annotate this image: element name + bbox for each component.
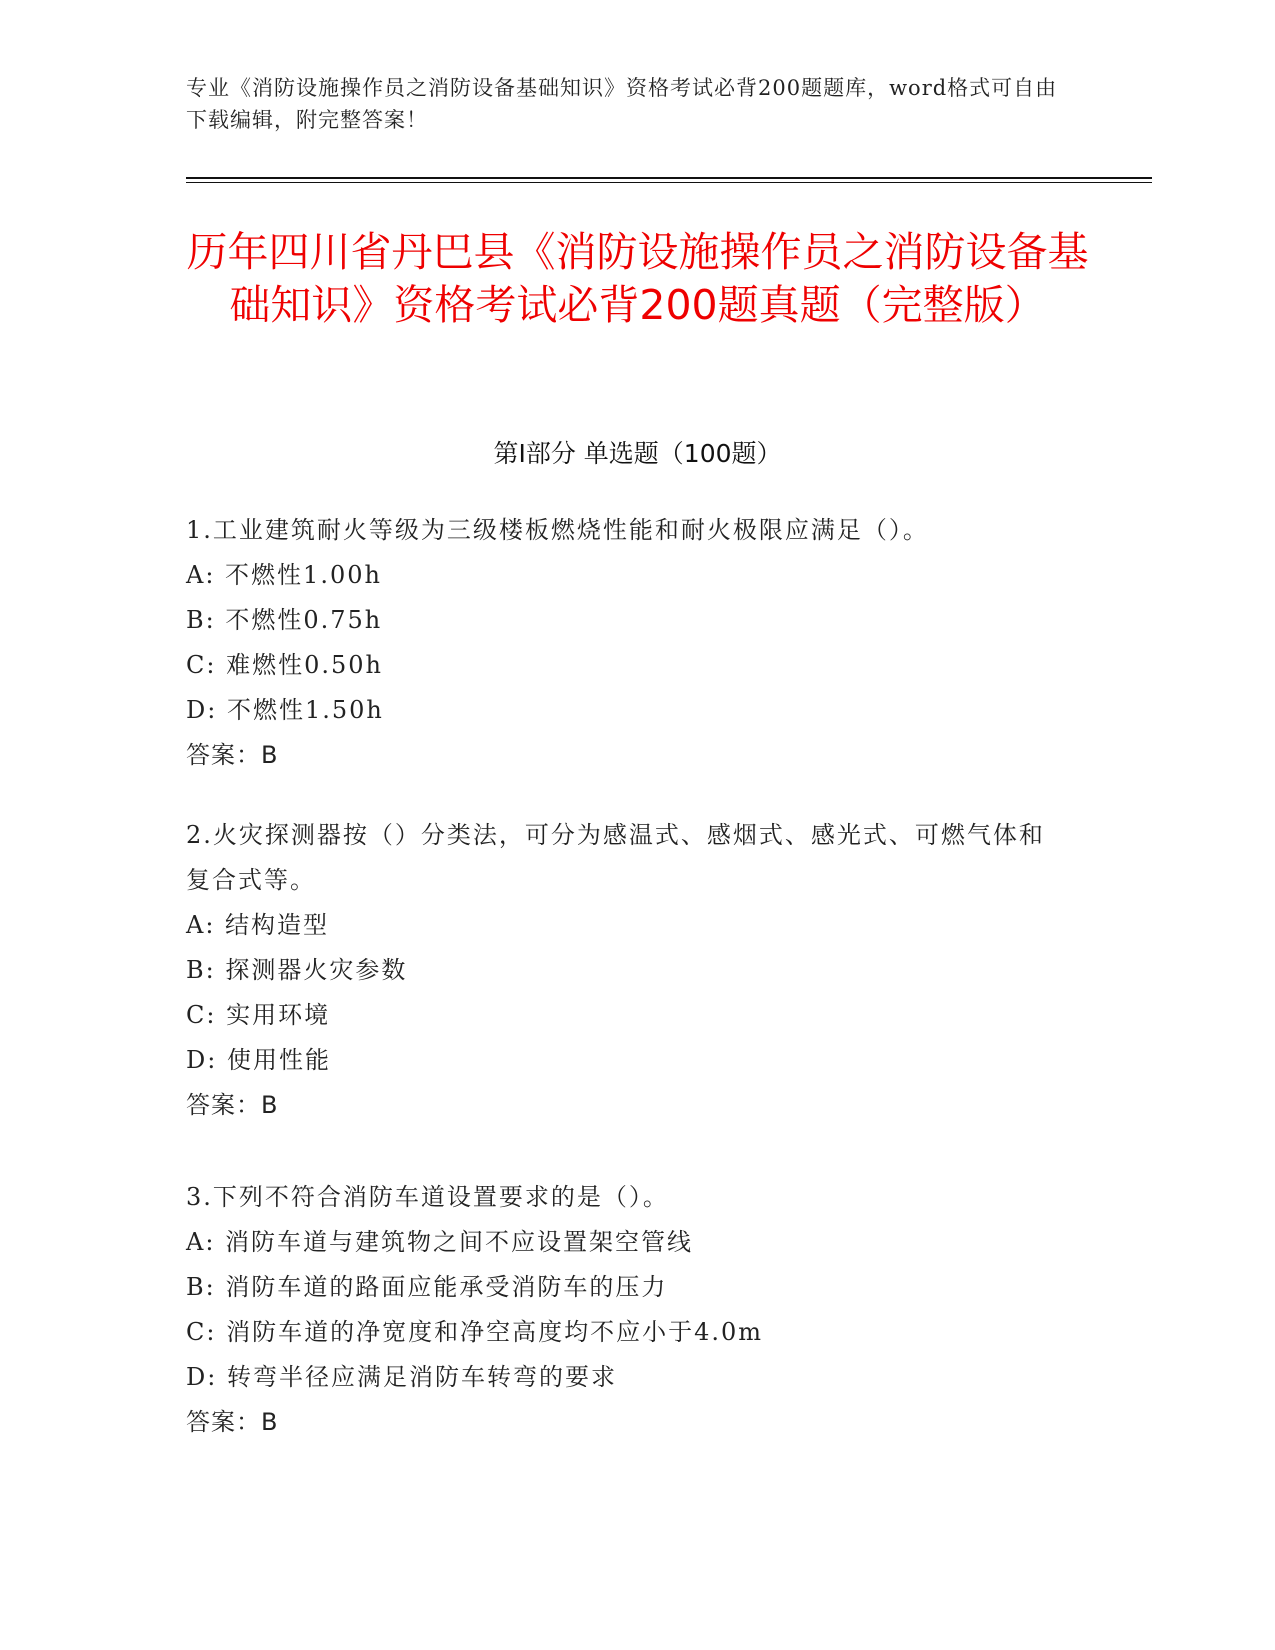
answer: 答案：B xyxy=(186,1408,279,1436)
section-title: 第I部分 单选题（100题） xyxy=(493,439,782,468)
option-c: C: 实用环境 xyxy=(186,1001,331,1029)
header-divider-thick xyxy=(186,177,1152,179)
answer: 答案：B xyxy=(186,741,279,769)
option-d: D: 转弯半径应满足消防车转弯的要求 xyxy=(186,1363,617,1391)
option-b: B: 探测器火灾参数 xyxy=(186,956,408,984)
option-d: D: 不燃性1.50h xyxy=(186,696,384,724)
question-stem: 3.下列不符合消防车道设置要求的是（）。 xyxy=(186,1183,669,1211)
question-3 xyxy=(186,1175,1066,1445)
option-b: B: 不燃性0.75h xyxy=(186,606,383,634)
option-c: C: 消防车道的净宽度和净空高度均不应小于4.0m xyxy=(186,1318,764,1346)
option-a: A: 不燃性1.00h xyxy=(186,561,382,589)
option-c: C: 难燃性0.50h xyxy=(186,651,383,679)
option-b: B: 消防车道的路面应能承受消防车的压力 xyxy=(186,1273,668,1301)
answer: 答案：B xyxy=(186,1091,279,1119)
option-d: D: 使用性能 xyxy=(186,1046,331,1074)
document-title: 历年四川省丹巴县《消防设施操作员之消防设备基础知识》资格考试必背200题真题（完整版） xyxy=(186,228,1089,329)
question-1 xyxy=(186,508,1066,778)
header-divider-thin xyxy=(186,182,1152,183)
question-stem: 1.工业建筑耐火等级为三级楼板燃烧性能和耐火极限应满足（）。 xyxy=(186,516,929,544)
option-a: A: 消防车道与建筑物之间不应设置架空管线 xyxy=(186,1228,694,1256)
option-a: A: 结构造型 xyxy=(186,911,330,939)
question-2 xyxy=(186,813,1066,1128)
header-note: 专业《消防设施操作员之消防设备基础知识》资格考试必背200题题库，word格式可自由下载编辑，附完整答案！ xyxy=(186,76,1058,132)
question-stem: 2.火灾探测器按（）分类法，可分为感温式、感烟式、感光式、可燃气体和复合式等。 xyxy=(186,821,1045,894)
